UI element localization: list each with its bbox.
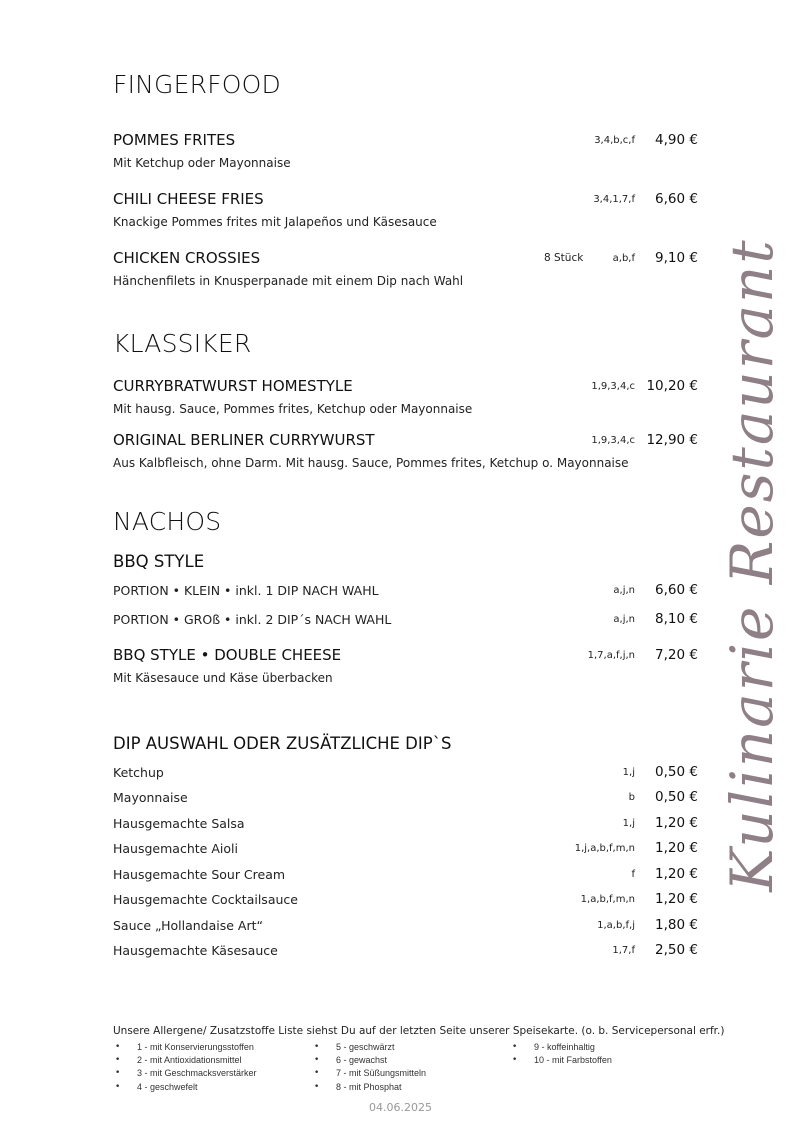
section-title-nachos: NACHOS bbox=[113, 507, 222, 536]
item-name: BBQ STYLE • DOUBLE CHEESE bbox=[113, 646, 342, 664]
dip-price: 1,20 € bbox=[655, 840, 698, 856]
item-price: 9,10 € bbox=[655, 250, 698, 266]
item-allergens: a,j,n bbox=[613, 614, 635, 625]
menu-date: 04.06.2025 bbox=[369, 1101, 432, 1114]
item-allergens: a,j,n bbox=[613, 585, 635, 596]
portion-name: PORTION • KLEIN • inkl. 1 DIP NACH WAHL bbox=[113, 583, 379, 598]
bullet: • bbox=[314, 1082, 320, 1092]
bullet: • bbox=[512, 1055, 518, 1065]
dip-price: 0,50 € bbox=[655, 789, 698, 805]
dip-allergens: 1,7,f bbox=[612, 945, 635, 956]
item-allergens: 1,9,3,4,c bbox=[591, 435, 635, 446]
section-title-fingerfood: FINGERFOOD bbox=[113, 70, 281, 99]
item-allergens: 3,4,b,c,f bbox=[594, 135, 635, 146]
item-allergens: a,b,f bbox=[612, 253, 635, 264]
dip-price: 1,20 € bbox=[655, 866, 698, 882]
item-name: POMMES FRITES bbox=[113, 131, 236, 149]
dip-allergens: 1,j bbox=[622, 767, 635, 778]
dip-price: 1,20 € bbox=[655, 891, 698, 907]
dip-name: Ketchup bbox=[113, 765, 164, 780]
item-price: 7,20 € bbox=[655, 647, 698, 663]
dip-name: Hausgemachte Salsa bbox=[113, 816, 245, 831]
dip-allergens: 1,j bbox=[622, 818, 635, 829]
dip-price: 0,50 € bbox=[655, 764, 698, 780]
dip-allergens: b bbox=[628, 792, 635, 803]
dip-name: Hausgemachte Cocktailsauce bbox=[113, 892, 298, 907]
dip-allergens: 1,a,b,f,m,n bbox=[580, 894, 635, 905]
portion-name: PORTION • GROß • inkl. 2 DIP´s NACH WAHL bbox=[113, 612, 392, 627]
bullet: • bbox=[314, 1042, 320, 1052]
item-quantity: 8 Stück bbox=[544, 252, 584, 264]
dip-allergens: 1,j,a,b,f,m,n bbox=[574, 843, 635, 854]
item-description: Mit Ketchup oder Mayonnaise bbox=[113, 156, 291, 170]
allergen-legend-item: 1 - mit Konservierungsstoffen bbox=[137, 1042, 254, 1052]
allergen-legend-item: 2 - mit Antioxidationsmittel bbox=[137, 1055, 242, 1065]
item-description: Hänchenfilets in Knusperpanade mit einem Dip nach Wahl bbox=[113, 274, 464, 288]
allergen-legend-item: 7 - mit Süßungsmitteln bbox=[336, 1068, 427, 1078]
item-allergens: 1,9,3,4,c bbox=[591, 381, 635, 392]
item-allergens: 3,4,1,7,f bbox=[593, 194, 635, 205]
item-name: CHILI CHEESE FRIES bbox=[113, 190, 264, 208]
allergen-note: Unsere Allergene/ Zusatzstoffe Liste siehst Du auf der letzten Seite unserer Speisekarte. (o. b. Servicepersonal erfr.) bbox=[113, 1025, 725, 1037]
section-title-dips: DIP AUSWAHL ODER ZUSÄTZLICHE DIP`S bbox=[113, 734, 452, 753]
section-title-klassiker: KLASSIKER bbox=[113, 329, 252, 358]
dip-allergens: 1,a,b,f,j bbox=[597, 920, 635, 931]
dip-name: Mayonnaise bbox=[113, 790, 188, 805]
allergen-legend-item: 6 - gewachst bbox=[336, 1055, 388, 1065]
item-name: CHICKEN CROSSIES bbox=[113, 249, 261, 267]
restaurant-logo: Kulinarie Restaurant bbox=[718, 238, 786, 892]
item-description: Mit hausg. Sauce, Pommes frites, Ketchup oder Mayonnaise bbox=[113, 402, 473, 416]
item-price: 4,90 € bbox=[655, 132, 698, 148]
bullet: • bbox=[512, 1042, 518, 1052]
item-name: ORIGINAL BERLINER CURRYWURST bbox=[113, 431, 375, 449]
allergen-legend-item: 10 - mit Farbstoffen bbox=[534, 1055, 612, 1065]
allergen-legend-item: 4 - geschwefelt bbox=[137, 1082, 198, 1092]
item-price: 6,60 € bbox=[655, 582, 698, 598]
dip-price: 2,50 € bbox=[655, 942, 698, 958]
item-price: 6,60 € bbox=[655, 191, 698, 207]
allergen-legend-item: 3 - mit Geschmacksverstärker bbox=[137, 1068, 257, 1078]
dip-allergens: f bbox=[631, 869, 635, 880]
allergen-legend-item: 8 - mit Phosphat bbox=[336, 1082, 402, 1092]
bullet: • bbox=[115, 1082, 121, 1092]
bullet: • bbox=[115, 1055, 121, 1065]
dip-name: Hausgemachte Sour Cream bbox=[113, 867, 286, 882]
item-price: 10,20 € bbox=[646, 378, 698, 394]
dip-name: Hausgemachte Käsesauce bbox=[113, 943, 278, 958]
item-allergens: 1,7,a,f,j,n bbox=[587, 650, 635, 661]
dip-name: Sauce „Hollandaise Art“ bbox=[113, 918, 263, 933]
bullet: • bbox=[314, 1068, 320, 1078]
dip-name: Hausgemachte Aioli bbox=[113, 841, 238, 856]
item-description: Knackige Pommes frites mit Jalapeños und Käsesauce bbox=[113, 215, 437, 229]
item-description: Aus Kalbfleisch, ohne Darm. Mit hausg. Sauce, Pommes frites, Ketchup o. Mayonnaise bbox=[113, 456, 629, 470]
bullet: • bbox=[115, 1042, 121, 1052]
dip-price: 1,80 € bbox=[655, 917, 698, 933]
bullet: • bbox=[314, 1055, 320, 1065]
section-subtitle: BBQ STYLE bbox=[113, 552, 205, 571]
bullet: • bbox=[115, 1068, 121, 1078]
item-name: CURRYBRATWURST HOMESTYLE bbox=[113, 377, 353, 395]
item-price: 8,10 € bbox=[655, 611, 698, 627]
dip-price: 1,20 € bbox=[655, 815, 698, 831]
item-price: 12,90 € bbox=[646, 432, 698, 448]
allergen-legend-item: 5 - geschwärzt bbox=[336, 1042, 395, 1052]
item-description: Mit Käsesauce und Käse überbacken bbox=[113, 671, 333, 685]
allergen-legend-item: 9 - koffeinhaltig bbox=[534, 1042, 595, 1052]
